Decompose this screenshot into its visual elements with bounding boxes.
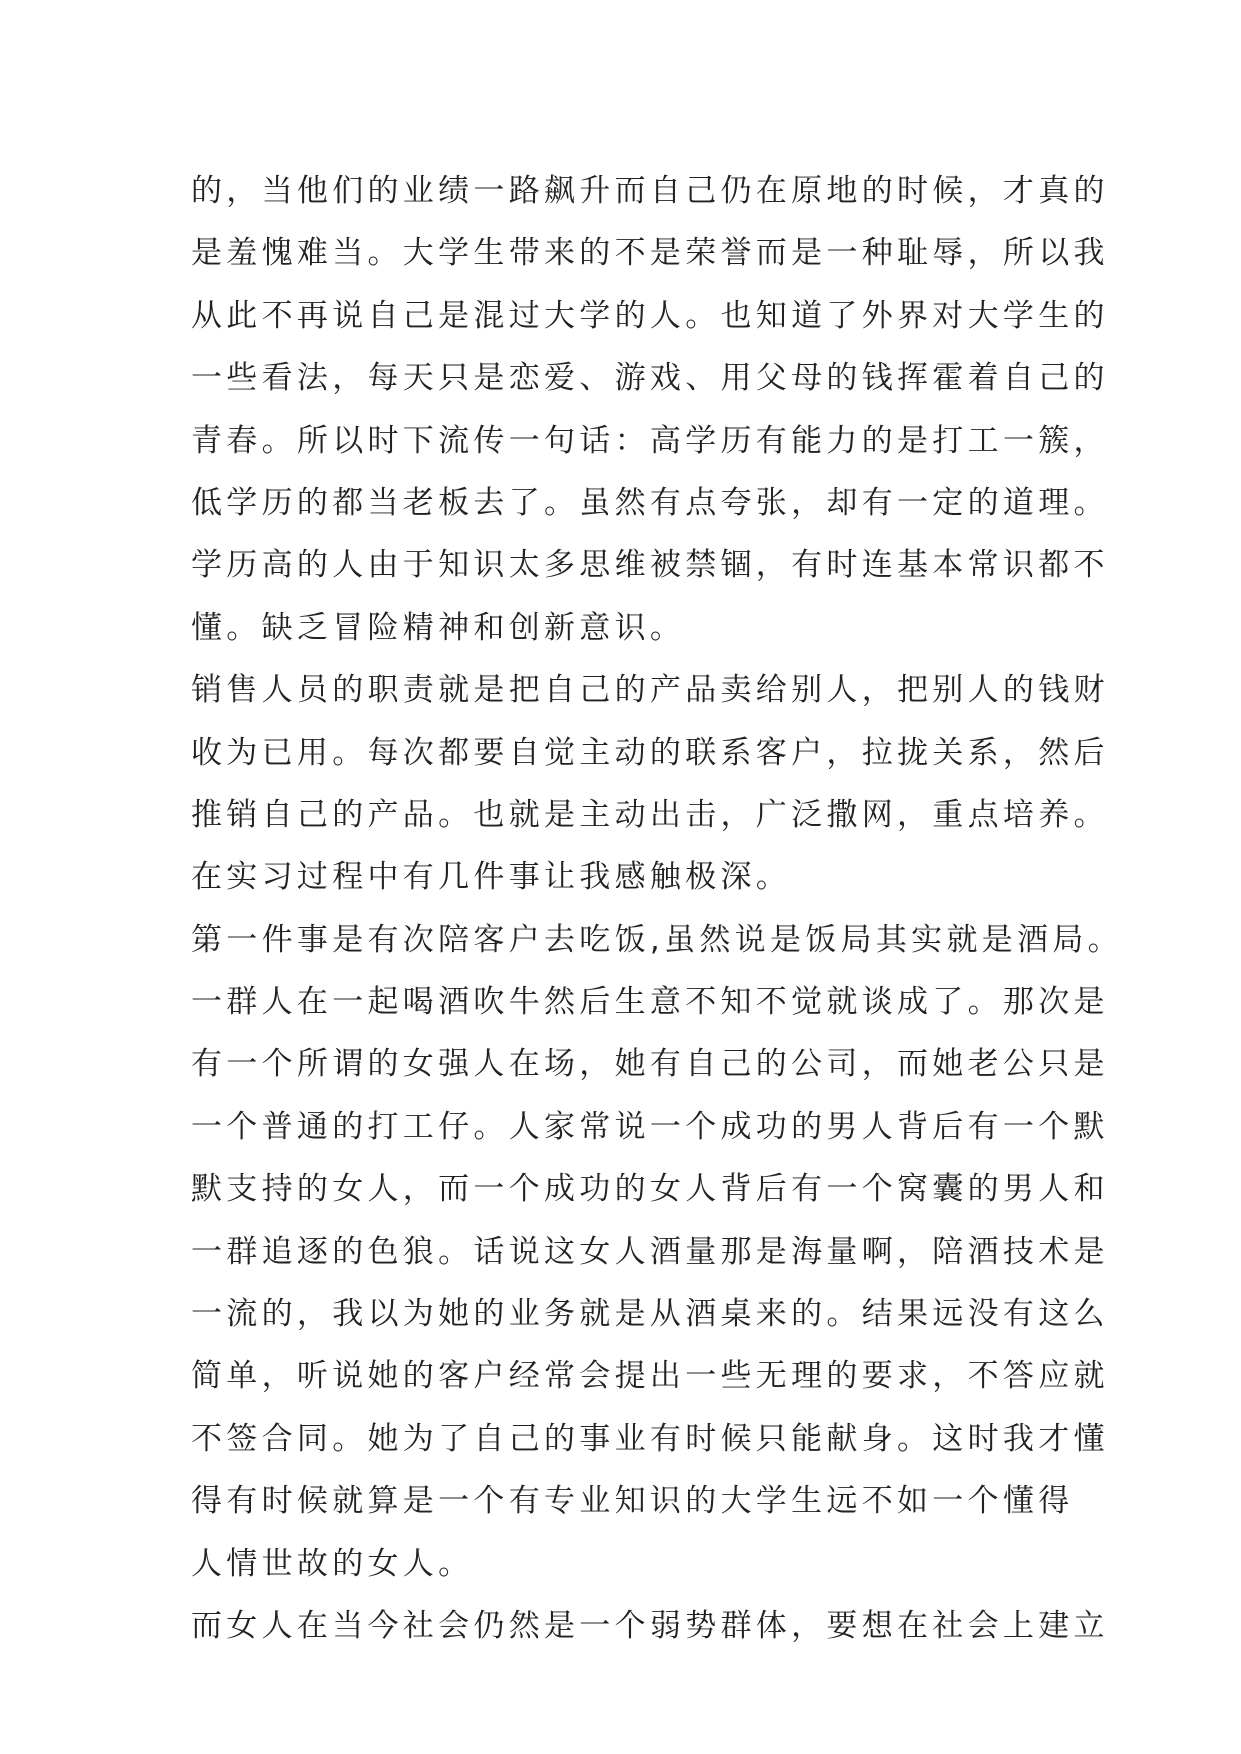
text-line: 青春。所以时下流传一句话：高学历有能力的是打工一簇， [191,422,1109,459]
text-line: 懂。缺乏冒险精神和创新意识。 [191,609,686,646]
text-line: 一群人在一起喝酒吹牛然后生意不知不觉就谈成了。那次是 [191,984,1109,1021]
text-line: 一个普通的打工仔。人家常说一个成功的男人背后有一个默 [191,1108,1109,1145]
text-line: 有一个所谓的女强人在场，她有自己的公司，而她老公只是 [191,1046,1109,1083]
text-line: 一流的，我以为她的业务就是从酒桌来的。结果远没有这么 [191,1296,1109,1333]
body-text [191,160,1123,1657]
text-line: 而女人在当今社会仍然是一个弱势群体，要想在社会上建立 [191,1607,1109,1644]
text-line: 得有时候就算是一个有专业知识的大学生远不如一个懂得 [191,1483,1074,1520]
text-line: 是羞愧难当。大学生带来的不是荣誉而是一种耻辱，所以我 [191,235,1109,272]
text-line: 不签合同。她为了自己的事业有时候只能献身。这时我才懂 [191,1420,1109,1457]
text-line: 默支持的女人，而一个成功的女人背后有一个窝囊的男人和 [191,1171,1109,1208]
text-line: 学历高的人由于知识太多思维被禁锢，有时连基本常识都不 [191,547,1109,584]
text-line: 第一件事是有次陪客户去吃饭,虽然说是饭局其实就是酒局。 [191,921,1123,958]
text-line: 推销自己的产品。也就是主动出击，广泛撒网，重点培养。 [191,796,1109,833]
text-line: 的，当他们的业绩一路飙升而自己仍在原地的时候，才真的 [191,173,1109,209]
text-line: 一群追逐的色狼。话说这女人酒量那是海量啊，陪酒技术是 [191,1233,1109,1270]
text-line: 人情世故的女人。 [191,1545,474,1582]
text-line: 低学历的都当老板去了。虽然有点夸张，却有一定的道理。 [191,484,1109,521]
text-line: 销售人员的职责就是把自己的产品卖给别人，把别人的钱财 [191,672,1109,709]
text-line: 在实习过程中有几件事让我感触极深。 [191,859,792,896]
text-line: 收为已用。每次都要自觉主动的联系客户，拉拢关系，然后 [191,734,1109,771]
text-line: 简单，听说她的客户经常会提出一些无理的要求，不答应就 [191,1358,1109,1395]
text-line: 从此不再说自己是混过大学的人。也知道了外界对大学生的 [191,297,1109,334]
text-line: 一些看法，每天只是恋爱、游戏、用父母的钱挥霍着自己的 [191,360,1109,397]
